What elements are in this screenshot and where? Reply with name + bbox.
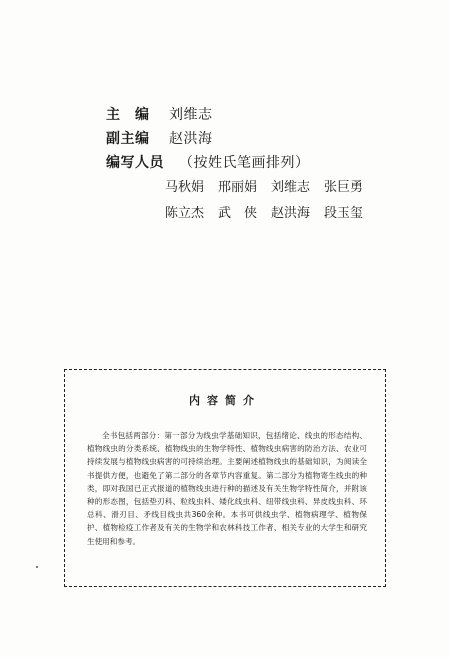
staff-note: （按姓氏笔画排列） — [178, 155, 310, 171]
staff-row — [106, 155, 309, 171]
staff-label: 编写人员 — [106, 155, 164, 171]
staff-names-row-1 — [165, 180, 377, 196]
staff-name: 马秋娟 — [165, 180, 205, 195]
credits-section — [0, 0, 450, 230]
editor-row — [106, 107, 212, 123]
deputy-editor-label: 副主编 — [106, 131, 150, 147]
editor-label: 主 编 — [106, 107, 150, 123]
scan-speck — [36, 566, 38, 568]
staff-name: 刘维志 — [271, 180, 311, 195]
staff-name: 段玉玺 — [324, 206, 364, 221]
staff-names-row-2 — [165, 206, 377, 222]
staff-name: 张巨勇 — [324, 180, 364, 195]
staff-name: 武 侠 — [218, 206, 258, 221]
deputy-editor-name: 赵洪海 — [168, 131, 213, 147]
deputy-editor-row — [106, 131, 212, 147]
staff-name: 陈立杰 — [165, 206, 205, 221]
staff-name: 赵洪海 — [271, 206, 311, 221]
editor-name: 刘维志 — [168, 107, 213, 123]
intro-body: 全书包括两部分：第一部分为线虫学基础知识，包括绪论、线虫的形态结构、植物线虫的分类系统、植物线虫的生物学特性、植物线虫病害的防治方法、农业可持续发展与植物线虫病害的可持续治理。主要阐述植物线虫的基础知识，为阅读全书提供方便，也避免了第二部分的各章节内容重复。第二部分为植物寄生线虫的种类，即对我国已正式报道的植物线虫进行种的描述及有关生物学特性简介，并附该种的形态图，包括垫刃科、粒线虫科、矮化线虫科、纽带线虫科、异皮线虫科、环总科、滑刃目、矛线目线虫共360余种。本书可供线虫学、植物病理学、植物保护、植物检疫工作者及有关的生物学和农林科技工作者、相关专业的大学生和研究生使用和参考。 — [87, 431, 367, 546]
staff-name: 邢丽娟 — [218, 180, 258, 195]
content-intro-box — [64, 369, 386, 587]
intro-title: 内容简介 — [189, 394, 261, 407]
